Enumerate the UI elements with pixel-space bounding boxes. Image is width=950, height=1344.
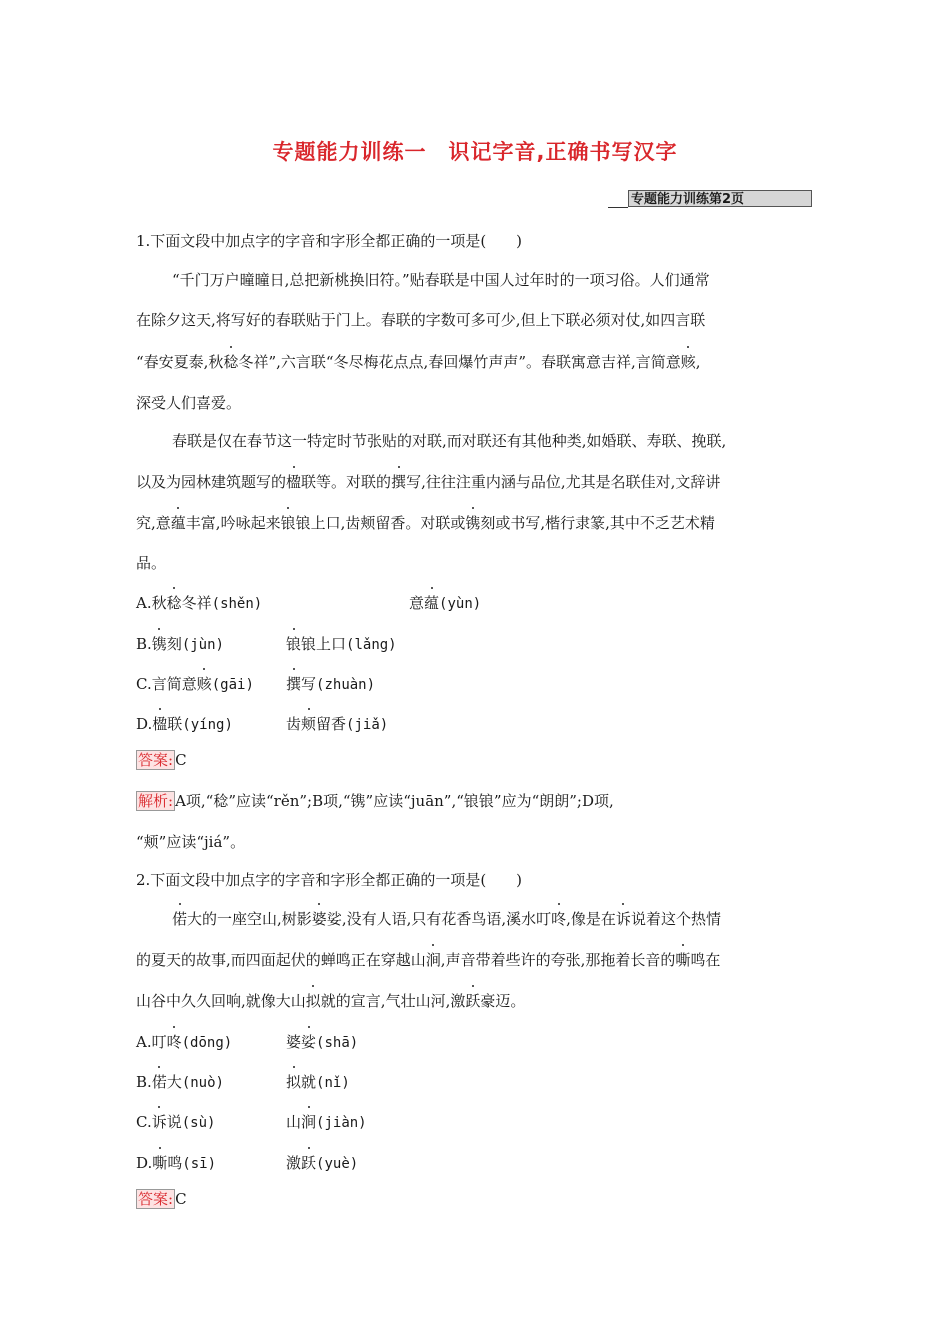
q2-p1-line3: 山谷中久久回响,就像大山拟就的宣言,气壮山河,激跃豪迈。 [136, 992, 526, 1010]
tag-rule [608, 207, 628, 208]
q1-option-d-2: 齿颊留香(jiǎ) [286, 715, 389, 733]
q1-option-b-2: 锒锒上口(lǎng) [286, 635, 397, 653]
q1-option-a: A.秋稔冬祥(shěn) [136, 594, 263, 612]
q2-option-d-2: 激跃(yuè) [286, 1154, 359, 1172]
q1-option-a-2: 意蕴(yùn) [409, 594, 482, 612]
q2-answer: 答案: C [138, 1190, 187, 1208]
q2-option-a: A.叮咚(dōng) [136, 1033, 233, 1051]
page-title: 专题能力训练一 识记字音,正确书写汉字 [272, 140, 678, 164]
q1-p2-line3: 究,意蕴丰富,吟咏起来锒锒上口,齿颊留香。对联或镌刻或书写,楷行隶篆,其中不乏艺术精 [136, 514, 715, 532]
q1-option-c: C.言简意赅(gāi) [136, 675, 254, 693]
page-tag: 专题能力训练第2页 [628, 190, 812, 207]
q1-p1-line2: 在除夕这天,将写好的春联贴于门上。春联的字数可多可少,但上下联必须对仗,如四言联 [136, 311, 706, 329]
q2-p1-line1: 偌大的一座空山,树影婆娑,没有人语,只有花香鸟语,溪水叮咚,像是在诉说着这个热情 [172, 910, 721, 928]
q1-p2-line4: 品。 [136, 554, 167, 572]
q1-option-c-2: 撰写(zhuàn) [286, 675, 376, 693]
q1-p2-line1: 春联是仅在春节这一特定时节张贴的对联,而对联还有其他种类,如婚联、寿联、挽联, [172, 432, 727, 450]
q2-stem: 2.下面文段中加点字的字音和字形全都正确的一项是( ) [136, 871, 523, 889]
q2-p1-line2: 的夏天的故事,而四面起伏的蝉鸣正在穿越山涧,声音带着些许的夸张,那拖着长音的嘶鸣在 [136, 951, 721, 969]
q2-option-c: C.诉说(sù) [136, 1113, 216, 1131]
q2-option-c-2: 山涧(jiàn) [286, 1113, 367, 1131]
q1-answer: 答案: C [138, 751, 187, 769]
q1-option-b: B.镌刻(jùn) [136, 635, 224, 653]
q1-p1-line4: 深受人们喜爱。 [136, 394, 242, 412]
q1-analysis-2: “颊”应读“jiá”。 [136, 833, 246, 851]
q2-option-b-2: 拟就(nǐ) [286, 1073, 350, 1091]
q1-p2-line2: 以及为园林建筑题写的楹联等。对联的撰写,往往注重内涵与品位,尤其是名联佳对,文辞讲 [136, 473, 721, 491]
q1-p1-line3: “春安夏泰,秋稔冬祥”,六言联“冬尽梅花点点,春回爆竹声声”。春联寓意吉祥,言简意赅, [136, 353, 701, 371]
q1-analysis: 解析: A项,“稔”应读“rěn”;B项,“镌”应读“juān”,“锒锒”应为“朗朗”;D项, [138, 792, 614, 810]
q2-option-a-2: 婆娑(shā) [286, 1033, 359, 1051]
answer-label: 答案: [138, 751, 174, 769]
q1-p1-line1: “千门万户曈曈日,总把新桃换旧符。”贴春联是中国人过年时的一项习俗。人们通常 [172, 271, 710, 289]
q1-option-d: D.楹联(yíng) [136, 715, 233, 733]
answer-label: 答案: [138, 1190, 174, 1208]
q2-option-b: B.偌大(nuò) [136, 1073, 224, 1091]
q2-option-d: D.嘶鸣(sī) [136, 1154, 217, 1172]
analysis-label: 解析: [138, 792, 174, 810]
q1-stem: 1.下面文段中加点字的字音和字形全都正确的一项是( ) [136, 232, 523, 250]
